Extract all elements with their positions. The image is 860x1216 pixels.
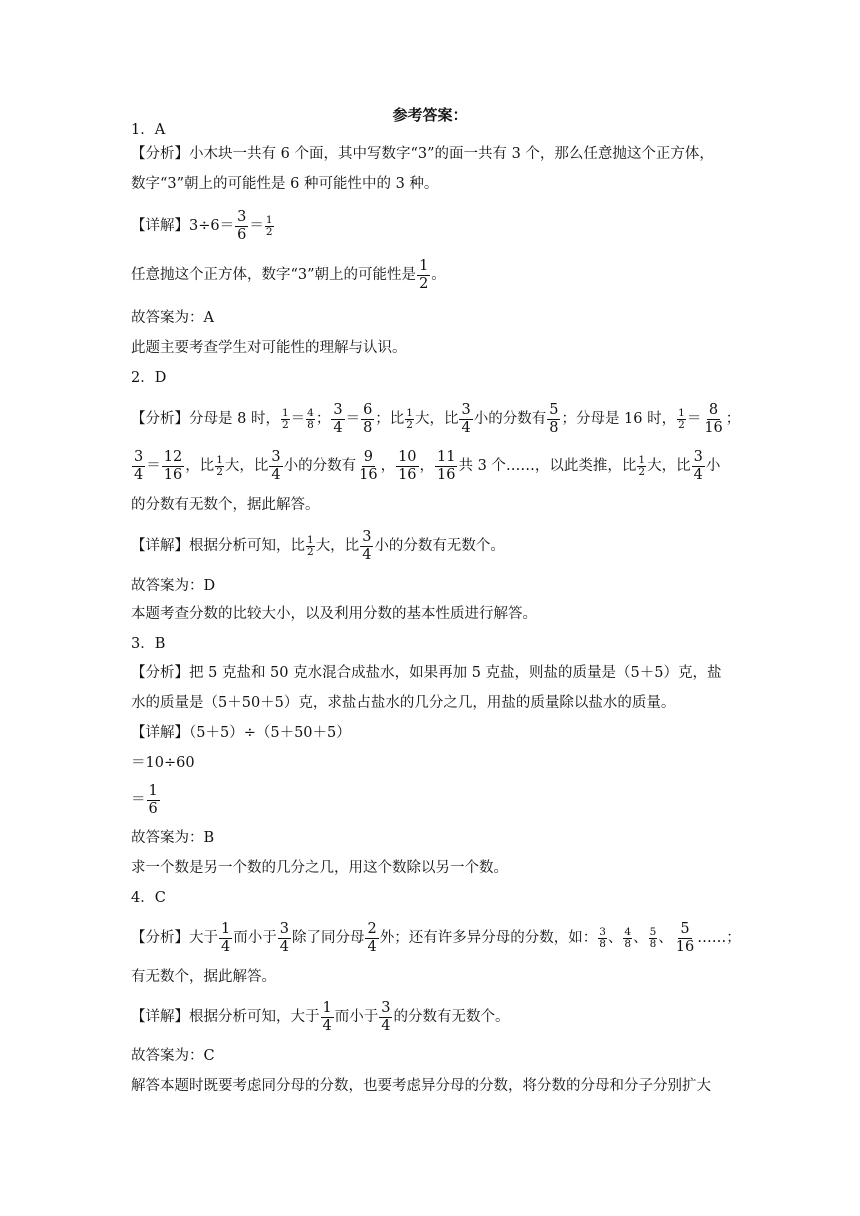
fraction-numerator: 1 bbox=[419, 258, 429, 274]
fraction-numerator: 10 bbox=[398, 449, 417, 465]
fraction-denominator: 2 bbox=[265, 225, 273, 238]
text-line bbox=[131, 174, 438, 194]
fraction-numerator: 12 bbox=[163, 449, 183, 465]
fraction bbox=[623, 927, 632, 949]
text-run: 【分析】把 5 克盐和 50 克水混合成盐水，如果再加 5 克盐，则盐的质量是（5＋5）克，盐 bbox=[131, 665, 722, 681]
text-run: ＝ bbox=[131, 792, 146, 808]
fraction bbox=[547, 402, 560, 436]
text-run: 大，比 bbox=[647, 458, 691, 474]
fraction-denominator: 8 bbox=[307, 418, 314, 431]
text-run: 除了同分母 bbox=[291, 930, 365, 946]
text-run: ＝ bbox=[249, 218, 264, 234]
text-run: ＝ bbox=[345, 411, 361, 427]
text-line bbox=[131, 783, 161, 817]
fraction bbox=[361, 402, 374, 436]
fraction bbox=[278, 921, 291, 955]
fraction-numerator: 3 bbox=[599, 926, 606, 938]
text-run: ……； bbox=[697, 930, 741, 946]
text-run: ； bbox=[315, 411, 331, 427]
fraction-numerator: 9 bbox=[363, 449, 373, 465]
text-run: 数字“3”朝上的可能性是 6 种可能性中的 3 种。 bbox=[131, 176, 439, 192]
text-line bbox=[131, 576, 215, 596]
fraction-numerator: 1 bbox=[678, 407, 685, 419]
text-line bbox=[131, 338, 407, 358]
fraction-denominator: 4 bbox=[381, 1017, 391, 1034]
text-run: 的分数有无数个，据此解答。 bbox=[131, 497, 320, 513]
fraction-numerator: 1 bbox=[638, 454, 646, 466]
text-run: 【分析】分母是 8 时， bbox=[131, 411, 280, 427]
text-run: 而小于 bbox=[233, 930, 277, 946]
fraction bbox=[215, 455, 224, 477]
text-line bbox=[131, 529, 505, 563]
text-line bbox=[131, 921, 741, 955]
fraction-denominator: 4 bbox=[322, 1017, 332, 1034]
fraction-numerator: 3 bbox=[134, 449, 144, 465]
fraction-denominator: 16 bbox=[704, 419, 723, 436]
fraction-numerator: 5 bbox=[680, 921, 690, 937]
text-run: 此题主要考查学生对可能性的理解与认识。 bbox=[131, 340, 407, 356]
fraction bbox=[235, 209, 248, 243]
text-line bbox=[131, 967, 276, 987]
fraction bbox=[306, 408, 315, 430]
text-line bbox=[131, 495, 320, 515]
text-run: 共 3 个……，以此类推，比 bbox=[458, 458, 637, 474]
text-line bbox=[131, 258, 446, 292]
fraction bbox=[692, 449, 705, 483]
text-line bbox=[131, 663, 722, 683]
text-line bbox=[131, 120, 165, 140]
fraction-numerator: 3 bbox=[279, 921, 289, 937]
fraction bbox=[265, 215, 274, 237]
fraction bbox=[598, 927, 607, 949]
fraction-numerator: 11 bbox=[437, 449, 456, 465]
text-run: ＝ bbox=[290, 411, 306, 427]
fraction bbox=[147, 783, 160, 817]
fraction bbox=[281, 408, 290, 430]
text-line bbox=[131, 144, 714, 164]
text-line bbox=[131, 402, 740, 436]
text-run: 任意抛这个正方体，数字“3”朝上的可能性是 bbox=[131, 267, 417, 283]
text-run: 【详解】（5＋5）÷（5＋50＋5） bbox=[131, 725, 351, 741]
text-run: 故答案为：D bbox=[131, 578, 216, 594]
text-run: 小的分数有无数个。 bbox=[374, 538, 505, 554]
text-run: 1．A bbox=[131, 122, 166, 138]
text-line bbox=[131, 604, 537, 624]
text-run: 小的分数有 bbox=[283, 458, 357, 474]
fraction bbox=[365, 921, 378, 955]
text-run: ＝ bbox=[686, 411, 702, 427]
fraction-denominator: 8 bbox=[599, 937, 606, 950]
text-run: 2．D bbox=[131, 370, 167, 386]
text-line bbox=[131, 693, 675, 713]
fraction bbox=[162, 449, 184, 483]
text-run: 本题考查分数的比较大小，以及利用分数的基本性质进行解答。 bbox=[131, 606, 537, 622]
text-run: ＝10÷60 bbox=[131, 755, 195, 771]
fraction-denominator: 4 bbox=[362, 546, 372, 563]
text-run: 【详解】3÷6＝ bbox=[131, 218, 235, 234]
text-run: 的分数有无数个。 bbox=[393, 1009, 510, 1025]
text-line bbox=[131, 449, 720, 483]
fraction-numerator: 5 bbox=[549, 402, 559, 418]
fraction-denominator: 16 bbox=[163, 466, 183, 483]
fraction-denominator: 8 bbox=[649, 937, 657, 950]
fraction-denominator: 4 bbox=[271, 466, 281, 483]
fraction-denominator: 2 bbox=[638, 465, 646, 478]
fraction-numerator: 3 bbox=[362, 529, 372, 545]
text-line bbox=[131, 1076, 711, 1096]
fraction-denominator: 2 bbox=[307, 545, 314, 558]
text-run: 【分析】小木块一共有 6 个面，其中写数字“3”的面一共有 3 个，那么任意抛这个正方体， bbox=[131, 146, 714, 162]
text-run: 【详解】根据分析可知，比 bbox=[131, 538, 305, 554]
fraction-denominator: 16 bbox=[675, 938, 695, 955]
text-run: 有无数个，据此解答。 bbox=[131, 969, 276, 985]
text-run: ， bbox=[419, 458, 435, 474]
text-run: 故答案为：C bbox=[131, 1048, 215, 1064]
fraction-denominator: 16 bbox=[359, 466, 378, 483]
fraction bbox=[649, 927, 658, 949]
fraction-numerator: 4 bbox=[624, 926, 632, 938]
text-line bbox=[131, 308, 214, 328]
fraction bbox=[637, 455, 646, 477]
fraction-denominator: 4 bbox=[367, 938, 377, 955]
fraction-numerator: 2 bbox=[367, 921, 377, 937]
fraction-denominator: 8 bbox=[363, 419, 373, 436]
fraction-numerator: 4 bbox=[307, 407, 314, 419]
fraction-numerator: 3 bbox=[333, 402, 343, 418]
text-run: ； bbox=[725, 411, 741, 427]
fraction-numerator: 8 bbox=[708, 402, 719, 418]
text-run: 求一个数是另一个数的几分之几，用这个数除以另一个数。 bbox=[131, 860, 508, 876]
text-run: 大，比 bbox=[315, 538, 360, 554]
text-run: 大，比 bbox=[414, 411, 459, 427]
text-run: 3．B bbox=[131, 636, 166, 652]
fraction bbox=[459, 402, 472, 436]
fraction-numerator: 1 bbox=[265, 214, 273, 226]
text-run: 、 bbox=[607, 930, 623, 946]
fraction bbox=[321, 1000, 334, 1034]
text-run: 小的分数有 bbox=[473, 411, 547, 427]
text-run: 水的质量是（5＋50＋5）克，求盐占盐水的几分之几，用盐的质量除以盐水的质量。 bbox=[131, 695, 676, 711]
fraction bbox=[405, 408, 414, 430]
fraction bbox=[674, 921, 696, 955]
text-line bbox=[131, 368, 166, 388]
text-run: 。 bbox=[431, 267, 446, 283]
fraction bbox=[396, 449, 418, 483]
fraction-numerator: 6 bbox=[363, 402, 373, 418]
fraction-denominator: 4 bbox=[134, 466, 144, 483]
fraction bbox=[331, 402, 344, 436]
fraction-numerator: 3 bbox=[237, 209, 247, 225]
fraction bbox=[360, 529, 373, 563]
text-run: ；比 bbox=[375, 411, 405, 427]
fraction-denominator: 4 bbox=[279, 938, 289, 955]
fraction bbox=[379, 1000, 392, 1034]
fraction bbox=[417, 258, 430, 292]
fraction-denominator: 8 bbox=[549, 419, 559, 436]
text-run: 外；还有许多异分母的分数，如： bbox=[379, 930, 598, 946]
fraction-denominator: 2 bbox=[678, 418, 685, 431]
fraction-denominator: 2 bbox=[281, 418, 289, 431]
text-line bbox=[131, 209, 275, 243]
text-line bbox=[131, 723, 351, 743]
text-line bbox=[131, 858, 508, 878]
text-run: ；分母是 16 时， bbox=[561, 411, 677, 427]
fraction-numerator: 1 bbox=[281, 407, 289, 419]
fraction-denominator: 6 bbox=[148, 800, 158, 817]
text-run: ＝ bbox=[146, 458, 161, 474]
fraction-denominator: 8 bbox=[624, 937, 632, 950]
fraction bbox=[702, 402, 724, 436]
fraction bbox=[219, 921, 232, 955]
text-run: 故答案为：A bbox=[131, 310, 214, 326]
text-run: 大，比 bbox=[224, 458, 269, 474]
fraction-numerator: 1 bbox=[322, 1000, 332, 1016]
text-run: 4．C bbox=[131, 890, 166, 906]
text-run: 小 bbox=[705, 458, 721, 474]
text-line bbox=[131, 828, 214, 848]
fraction bbox=[677, 408, 686, 430]
fraction-numerator: 3 bbox=[381, 1000, 391, 1016]
fraction-denominator: 4 bbox=[221, 938, 231, 955]
fraction-denominator: 4 bbox=[693, 466, 703, 483]
fraction-numerator: 3 bbox=[693, 449, 703, 465]
fraction-numerator: 1 bbox=[221, 921, 231, 937]
text-run: 解答本题时既要考虑同分母的分数，也要考虑异分母的分数，将分数的分母和分子分别扩大 bbox=[131, 1078, 711, 1094]
fraction bbox=[435, 449, 457, 483]
fraction bbox=[132, 449, 145, 483]
fraction-denominator: 2 bbox=[406, 418, 413, 431]
fraction-numerator: 1 bbox=[307, 534, 314, 546]
fraction-numerator: 5 bbox=[649, 926, 657, 938]
text-run: 故答案为：B bbox=[131, 830, 215, 846]
fraction-denominator: 6 bbox=[237, 226, 247, 243]
fraction bbox=[269, 449, 282, 483]
fraction-denominator: 4 bbox=[461, 419, 471, 436]
fraction-denominator: 16 bbox=[437, 466, 456, 483]
text-line bbox=[131, 1046, 215, 1066]
fraction-numerator: 3 bbox=[461, 402, 471, 418]
text-line bbox=[131, 753, 195, 773]
text-run: 、 bbox=[633, 930, 648, 946]
fraction-denominator: 16 bbox=[398, 466, 417, 483]
fraction-numerator: 1 bbox=[216, 454, 223, 466]
fraction-denominator: 2 bbox=[216, 465, 223, 478]
fraction-denominator: 2 bbox=[419, 275, 429, 292]
fraction-denominator: 4 bbox=[333, 419, 343, 436]
text-line bbox=[131, 1000, 509, 1034]
fraction-numerator: 1 bbox=[406, 407, 413, 419]
fraction bbox=[357, 449, 379, 483]
fraction bbox=[306, 535, 315, 557]
text-line bbox=[131, 634, 165, 654]
text-run: 而小于 bbox=[334, 1009, 379, 1025]
text-line bbox=[131, 888, 166, 908]
text-run: 【详解】根据分析可知，大于 bbox=[131, 1009, 320, 1025]
fraction-numerator: 1 bbox=[148, 783, 158, 799]
text-run: 【分析】大于 bbox=[131, 930, 218, 946]
text-run: ， bbox=[380, 458, 396, 474]
fraction-numerator: 3 bbox=[271, 449, 281, 465]
page-title: 参考答案： bbox=[392, 106, 468, 124]
text-run: 、 bbox=[658, 930, 673, 946]
text-run: ，比 bbox=[185, 458, 215, 474]
